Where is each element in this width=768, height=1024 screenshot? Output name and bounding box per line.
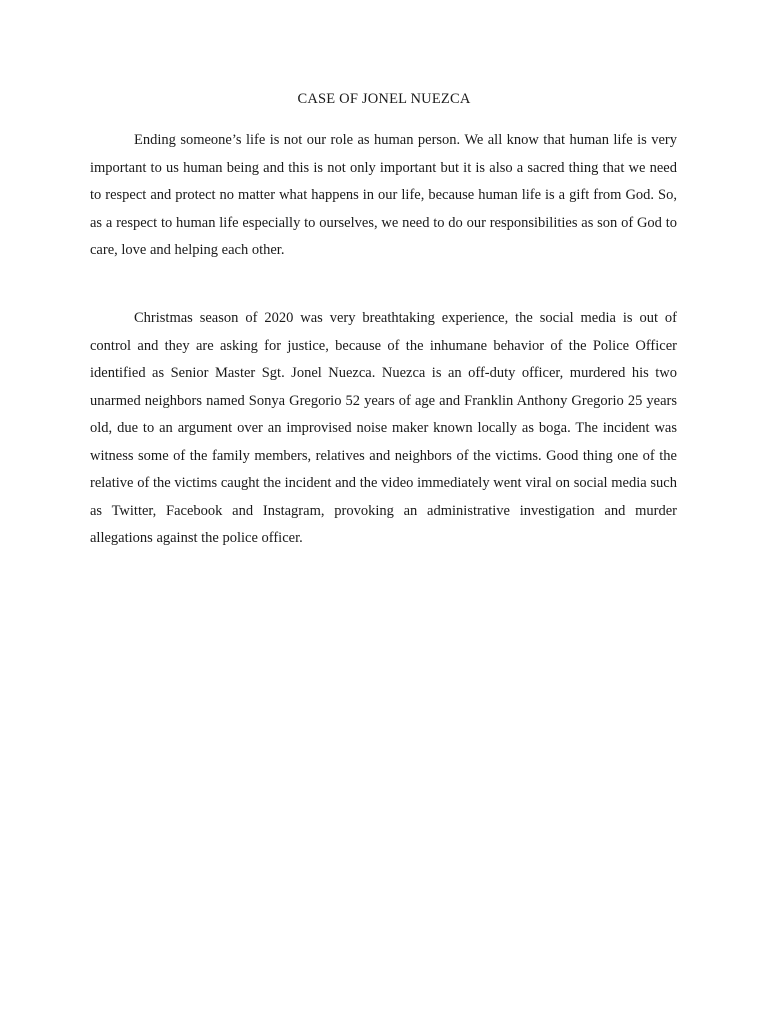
paragraph-intro: Ending someone’s life is not our role as human person. We all know that human life is very important to us human being and this is not only important but it is also a sacred thing that we need to respect and protect no matter what happens in our life, because human life is a gift from God. So, as a respect to human life especially to ourselves, we need to do our responsibilities as son of God to care, love and helping each other. — [90, 132, 677, 258]
paragraph-case-details: Christmas season of 2020 was very breathtaking experience, the social media is out of control and they are asking for justice, because of the inhumane behavior of the Police Officer identified as Senior Master Sgt. Jonel Nuezca. Nuezca is an off-duty officer, murdered his two unarmed neighbors named Sonya Gregorio 52 years of age and Franklin Anthony Gregorio 25 years old, due to an argument over an improvised noise maker known locally as boga. The incident was witness some of the family members, relatives and neighbors of the victims. Good thing one of the relative of the victims caught the incident and the video immediately went viral on social media such as Twitter, Facebook and Instagram, provoking an administrative investigation and murder allegations against the police officer. — [90, 310, 677, 546]
document-title: CASE OF JONEL NUEZCA — [297, 91, 471, 107]
